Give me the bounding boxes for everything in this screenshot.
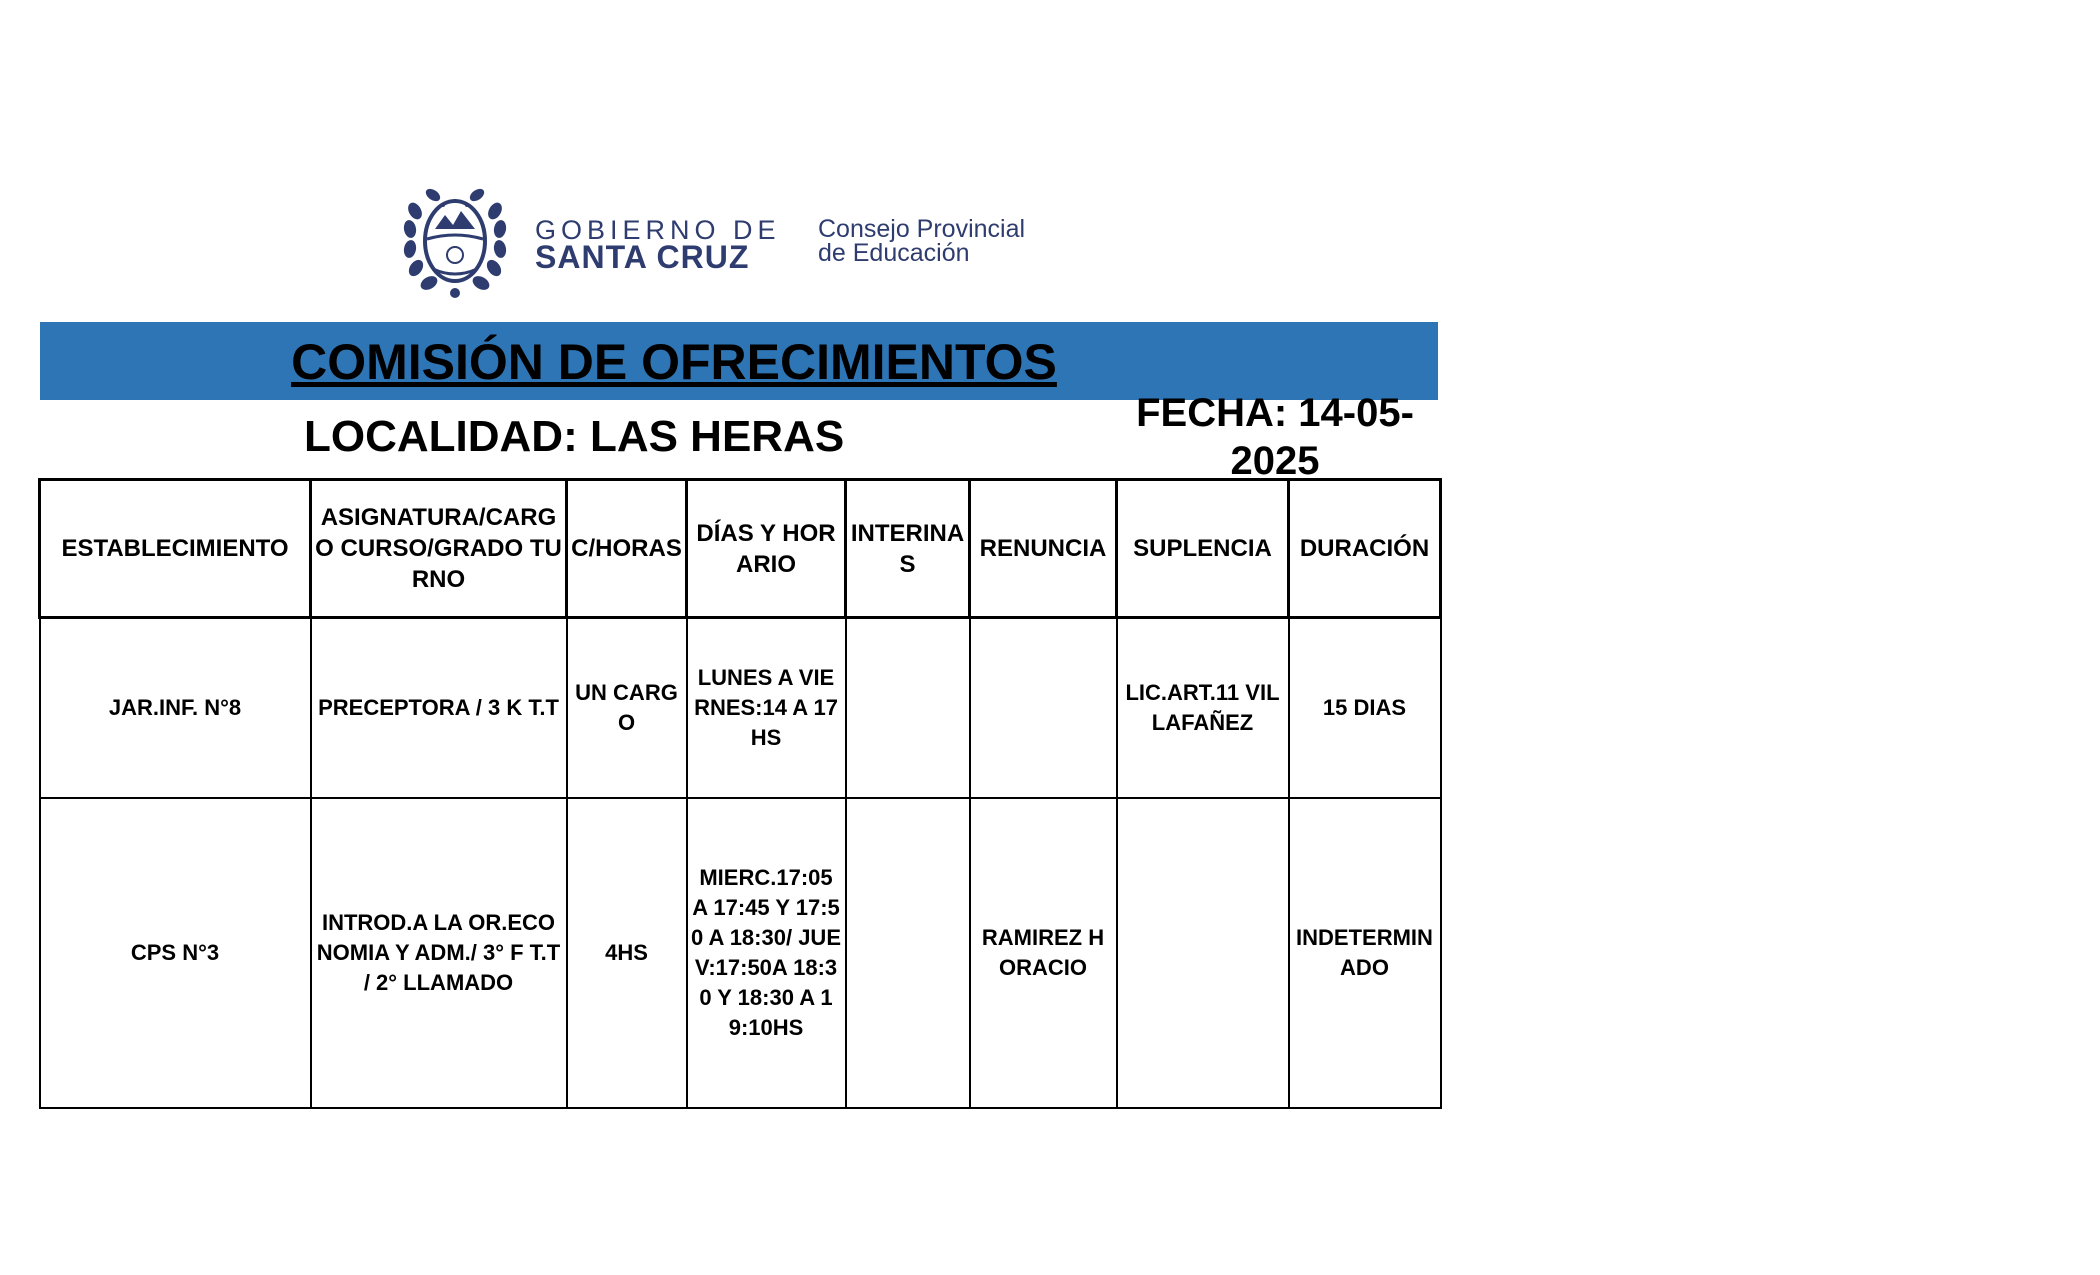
org-name — [818, 217, 1025, 265]
cell-interinas — [846, 618, 970, 799]
cell-establecimiento: JAR.INF. N°8 — [40, 618, 311, 799]
header-dias-horario: DÍAS Y HORARIO — [687, 480, 846, 618]
fecha-label: FECHA: 14-05-2025 — [1136, 391, 1414, 483]
header-interinas: INTERINAS — [846, 480, 970, 618]
header-suplencia: SUPLENCIA — [1117, 480, 1289, 618]
cell-dias-horario: MIERC.17:05 A 17:45 Y 17:50 A 18:30/ JUEV:17:50A 18:30 Y 18:30 A 19:10HS — [687, 798, 846, 1108]
cell-duracion: 15 DIAS — [1289, 618, 1441, 799]
cell-interinas — [846, 798, 970, 1108]
cell-horas: 4HS — [567, 798, 687, 1108]
cell-renuncia — [970, 618, 1117, 799]
table-header-row — [40, 480, 1441, 618]
header-renuncia: RENUNCIA — [970, 480, 1117, 618]
cell-establecimiento: CPS N°3 — [40, 798, 311, 1108]
santa-cruz-coat-of-arms-icon — [403, 181, 507, 301]
cell-suplencia — [1117, 798, 1289, 1108]
header-asignatura: ASIGNATURA/CARGO CURSO/GRADO TURNO — [311, 480, 567, 618]
page-title: COMISIÓN DE OFRECIMIENTOS — [291, 334, 1057, 390]
table-row — [40, 798, 1441, 1108]
header-horas: C/HORAS — [567, 480, 687, 618]
header-duracion: DURACIÓN — [1289, 480, 1441, 618]
header-establecimiento: ESTABLECIMIENTO — [40, 480, 311, 618]
cell-asignatura: PRECEPTORA / 3 K T.T — [311, 618, 567, 799]
logo-gobierno-text: GOBIERNO DE — [535, 215, 781, 245]
org-name-line1: Consejo Provincial — [818, 215, 1026, 243]
cell-suplencia: LIC.ART.11 VILLAFAÑEZ — [1117, 618, 1289, 799]
cell-renuncia: RAMIREZ HORACIO — [970, 798, 1117, 1108]
header-logo — [403, 181, 1043, 301]
cell-duracion: INDETERMINADO — [1289, 798, 1441, 1108]
logo-santa-cruz-text: SANTA CRUZ — [535, 239, 750, 275]
offers-table — [38, 478, 1442, 1109]
cell-dias-horario: LUNES A VIERNES:14 A 17HS — [687, 618, 846, 799]
org-name-line2: de Educación — [818, 239, 970, 267]
cell-horas: UN CARGO — [567, 618, 687, 799]
cell-asignatura: INTROD.A LA OR.ECONOMIA Y ADM./ 3° F T.T / 2° LLAMADO — [311, 798, 567, 1108]
table-row — [40, 618, 1441, 799]
localidad-label: LOCALIDAD: LAS HERAS — [304, 412, 845, 461]
